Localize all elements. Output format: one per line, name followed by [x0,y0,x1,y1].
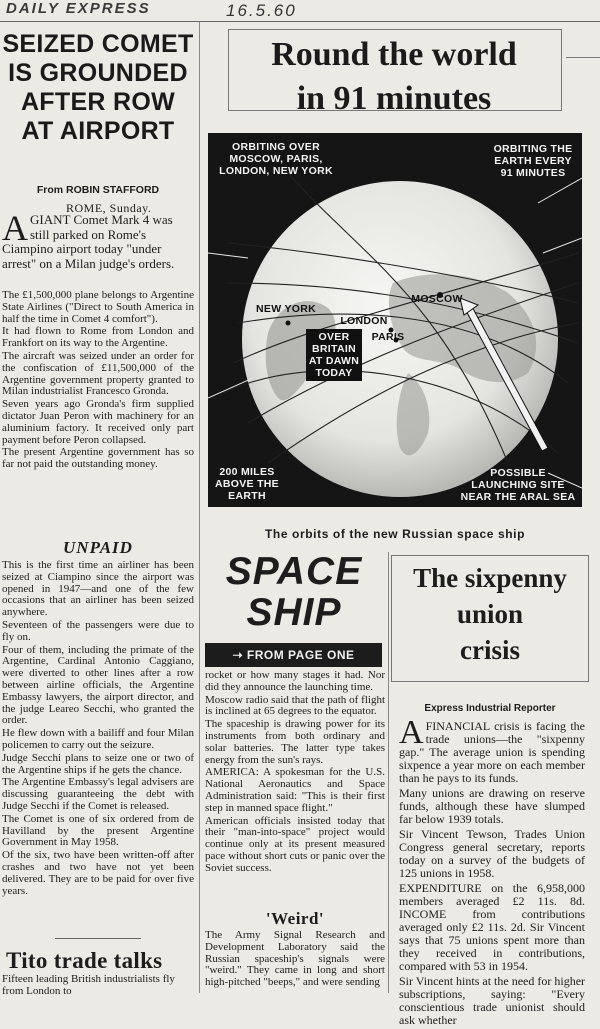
paragraph: American officials insisted today that their "man-into-space" project would continue only at its present measured pace without short cuts or panic over the Soviet success. [205,814,385,874]
sixpenny-headline [391,560,589,668]
comet-byline: From ROBIN STAFFORD [36,184,160,196]
tito-body: Fifteen leading British industrialists fly from London to [2,973,175,997]
round-world-headline-line: in 91 minutes [296,80,492,117]
comet-headline-line: SEIZED COMET [2,30,194,58]
paragraph: rocket or how many stages it had. Nor did they announce the launching time. [205,669,385,693]
sixpenny-byline: Express Industrial Reporter [424,703,556,714]
paragraph: The aircraft was seized under an order for the confiscation of £11,500,000 of the Argentine government property granted to Milan industrialist Francesco Gronda. [2,349,194,398]
unpaid-subhead: UNPAID [63,538,133,557]
paragraph: The £1,500,000 plane belongs to Argentine State Airlines ("Direct to South America in half the time in Comet 4 comfort"). [2,289,194,325]
sixpenny-lede-text: FINANCIAL crisis is facing the trade unions—the "sixpenny gap." The average union is spending sixpence a year more on each member than he pays to its funds. [399,719,585,785]
new-york-dot [286,321,291,326]
comet-headline-line: IS GROUNDED [8,59,188,87]
spaceship-headline [204,551,384,633]
label-launching-site: POSSIBLE LAUNCHING SITE NEAR THE ARAL SEA [460,467,576,503]
paragraph: The Comet is one of six ordered from de Havilland by the present Argentine Government in May 1958. [2,812,194,849]
label-london: LONDON [340,315,388,327]
masthead: DAILY EXPRESS [6,0,151,17]
top-rule [0,21,600,22]
sixpenny-headline-line: The sixpenny [413,563,567,593]
paragraph: Four of them, including the primate of the Argentine, Cardinal Antonio Caggiano, were diverted to other lines after a row between airline officials, the Argentine Embassy lawyers, the airport director, and the judge Leareo Secchi, who granted the order. [2,643,194,727]
drop-cap: A [2,208,28,248]
paragraph: Sir Vincent hints at the need for higher subscriptions, saying: "Every conscientious trade unionist should ask whether [399,974,586,1027]
orbit-map-svg [208,133,582,507]
sixpenny-headline-line: union [456,599,524,629]
comet-body-continued [2,560,194,898]
paragraph: This is the first time an airliner has been seized at Ciampino since the airport was opened in 1947—and one of the few occasions that an airliner has been seized anywhere. [2,559,194,619]
handwritten-date: 16.5.60 [226,1,297,20]
paragraph: EXPENDITURE on the 6,958,000 members averaged £2 11s. 8d. INCOME from contributions averaged only £2 11s. 2d. Sir Vincent says that 75 unions spent more than they received in contributions, compared with 53 in 1954. [399,881,585,973]
paragraph: It had flown to Rome from London and Frankfort on its way to the Argentine. [2,325,194,350]
paragraph: Many unions are drawing on reserve funds, although these have slumped far below 1939 totals. [399,786,585,826]
comet-headline-line: AFTER ROW [20,88,176,116]
label-orbiting-over: ORBITING OVER MOSCOW, PARIS, LONDON, NEW YORK [219,141,333,177]
paragraph: Seventeen of the passengers were due to fly on. [2,618,194,643]
round-world-headline-line: Round the world [271,36,517,73]
spaceship-headline-line: SPACE [225,550,363,593]
orbit-map-illustration [208,133,582,507]
sixpenny-lede [399,714,585,785]
column-rule-left [199,22,200,993]
from-page-one-label: FROM PAGE ONE [246,648,355,662]
tito-headline: Tito trade talks [6,948,163,973]
comet-body [2,290,194,472]
comet-dateline: ROME, Sunday. [66,201,152,215]
paragraph: Of the six, two have been written-off after crashes and two have not yet been delivered. They are to be paid for over five years. [2,849,194,897]
label-orbiting-every: ORBITING THE EARTH EVERY 91 MINUTES [493,143,573,179]
paragraph: The Argentine Embassy's legal advisers are discussing guaranteeing the debt with Judge Secchi if the Comet is released. [2,776,194,812]
map-caption: The orbits of the new Russian space ship [264,527,526,541]
drop-cap: A [399,714,424,751]
arrow-right-icon: ➝ [232,648,244,662]
headline-side-rule [566,57,600,58]
from-page-one-banner [205,643,382,667]
comet-lede-text: GIANT Comet Mark 4 was still parked on Rome's Ciampino airport today "under arrest" on a Milan judge's orders. [2,212,175,271]
label-paris: PARIS [371,331,405,343]
paragraph: AMERICA: A spokesman for the U.S. National Aeronautics and Space Administration said: "This is their first step in manned space flight." [205,766,385,814]
paragraph: Sir Vincent Tewson, Trades Union Congress general secretary, reports today on a survey of the budgets of 125 unions in 1958. [399,827,585,880]
paragraph: The present Argentine government has so far not paid the outstanding money. [2,446,194,471]
paragraph: Judge Secchi plans to seize one or two of the Argentine ships if he gets the chance. [2,751,194,776]
comet-headline [0,30,196,146]
paragraph: He flew down with a bailiff and four Milan policemen to carry out the seizure. [2,727,194,751]
comet-headline-line: AT AIRPORT [21,117,175,145]
label-moscow: MOSCOW [411,293,463,305]
sixpenny-body [399,714,586,1029]
weird-subhead: 'Weird' [265,909,325,928]
paragraph: The spaceship is drawing power for its instruments from both ordinary and solar batteries. The latter type takes energy from the sun's rays. [205,718,385,766]
column-rule-right [388,552,389,993]
round-world-headline [228,33,560,121]
label-over-britain: OVER BRITAIN AT DAWN TODAY [306,329,362,381]
paragraph: Moscow radio said that the path of flight is inclined at 65 degrees to the equator. [205,693,385,718]
story-separator [55,938,141,939]
spaceship-body-continued: The Army Signal Research and Development Laboratory said the Russian spaceship's signals were "weird." They came in long and short high-pitched "beeps," and were sending [205,929,385,989]
label-200-miles: 200 MILES ABOVE THE EARTH [215,466,279,502]
paragraph: Seven years ago Gronda's firm supplied dictator Juan Peron with machinery for an aluminium factory. It received only part payment before Peron collapsed. [2,398,194,446]
spaceship-body [205,670,385,876]
spaceship-headline-line: SHIP [246,591,342,634]
label-new-york: NEW YORK [256,303,316,315]
sixpenny-headline-line: crisis [460,635,520,665]
